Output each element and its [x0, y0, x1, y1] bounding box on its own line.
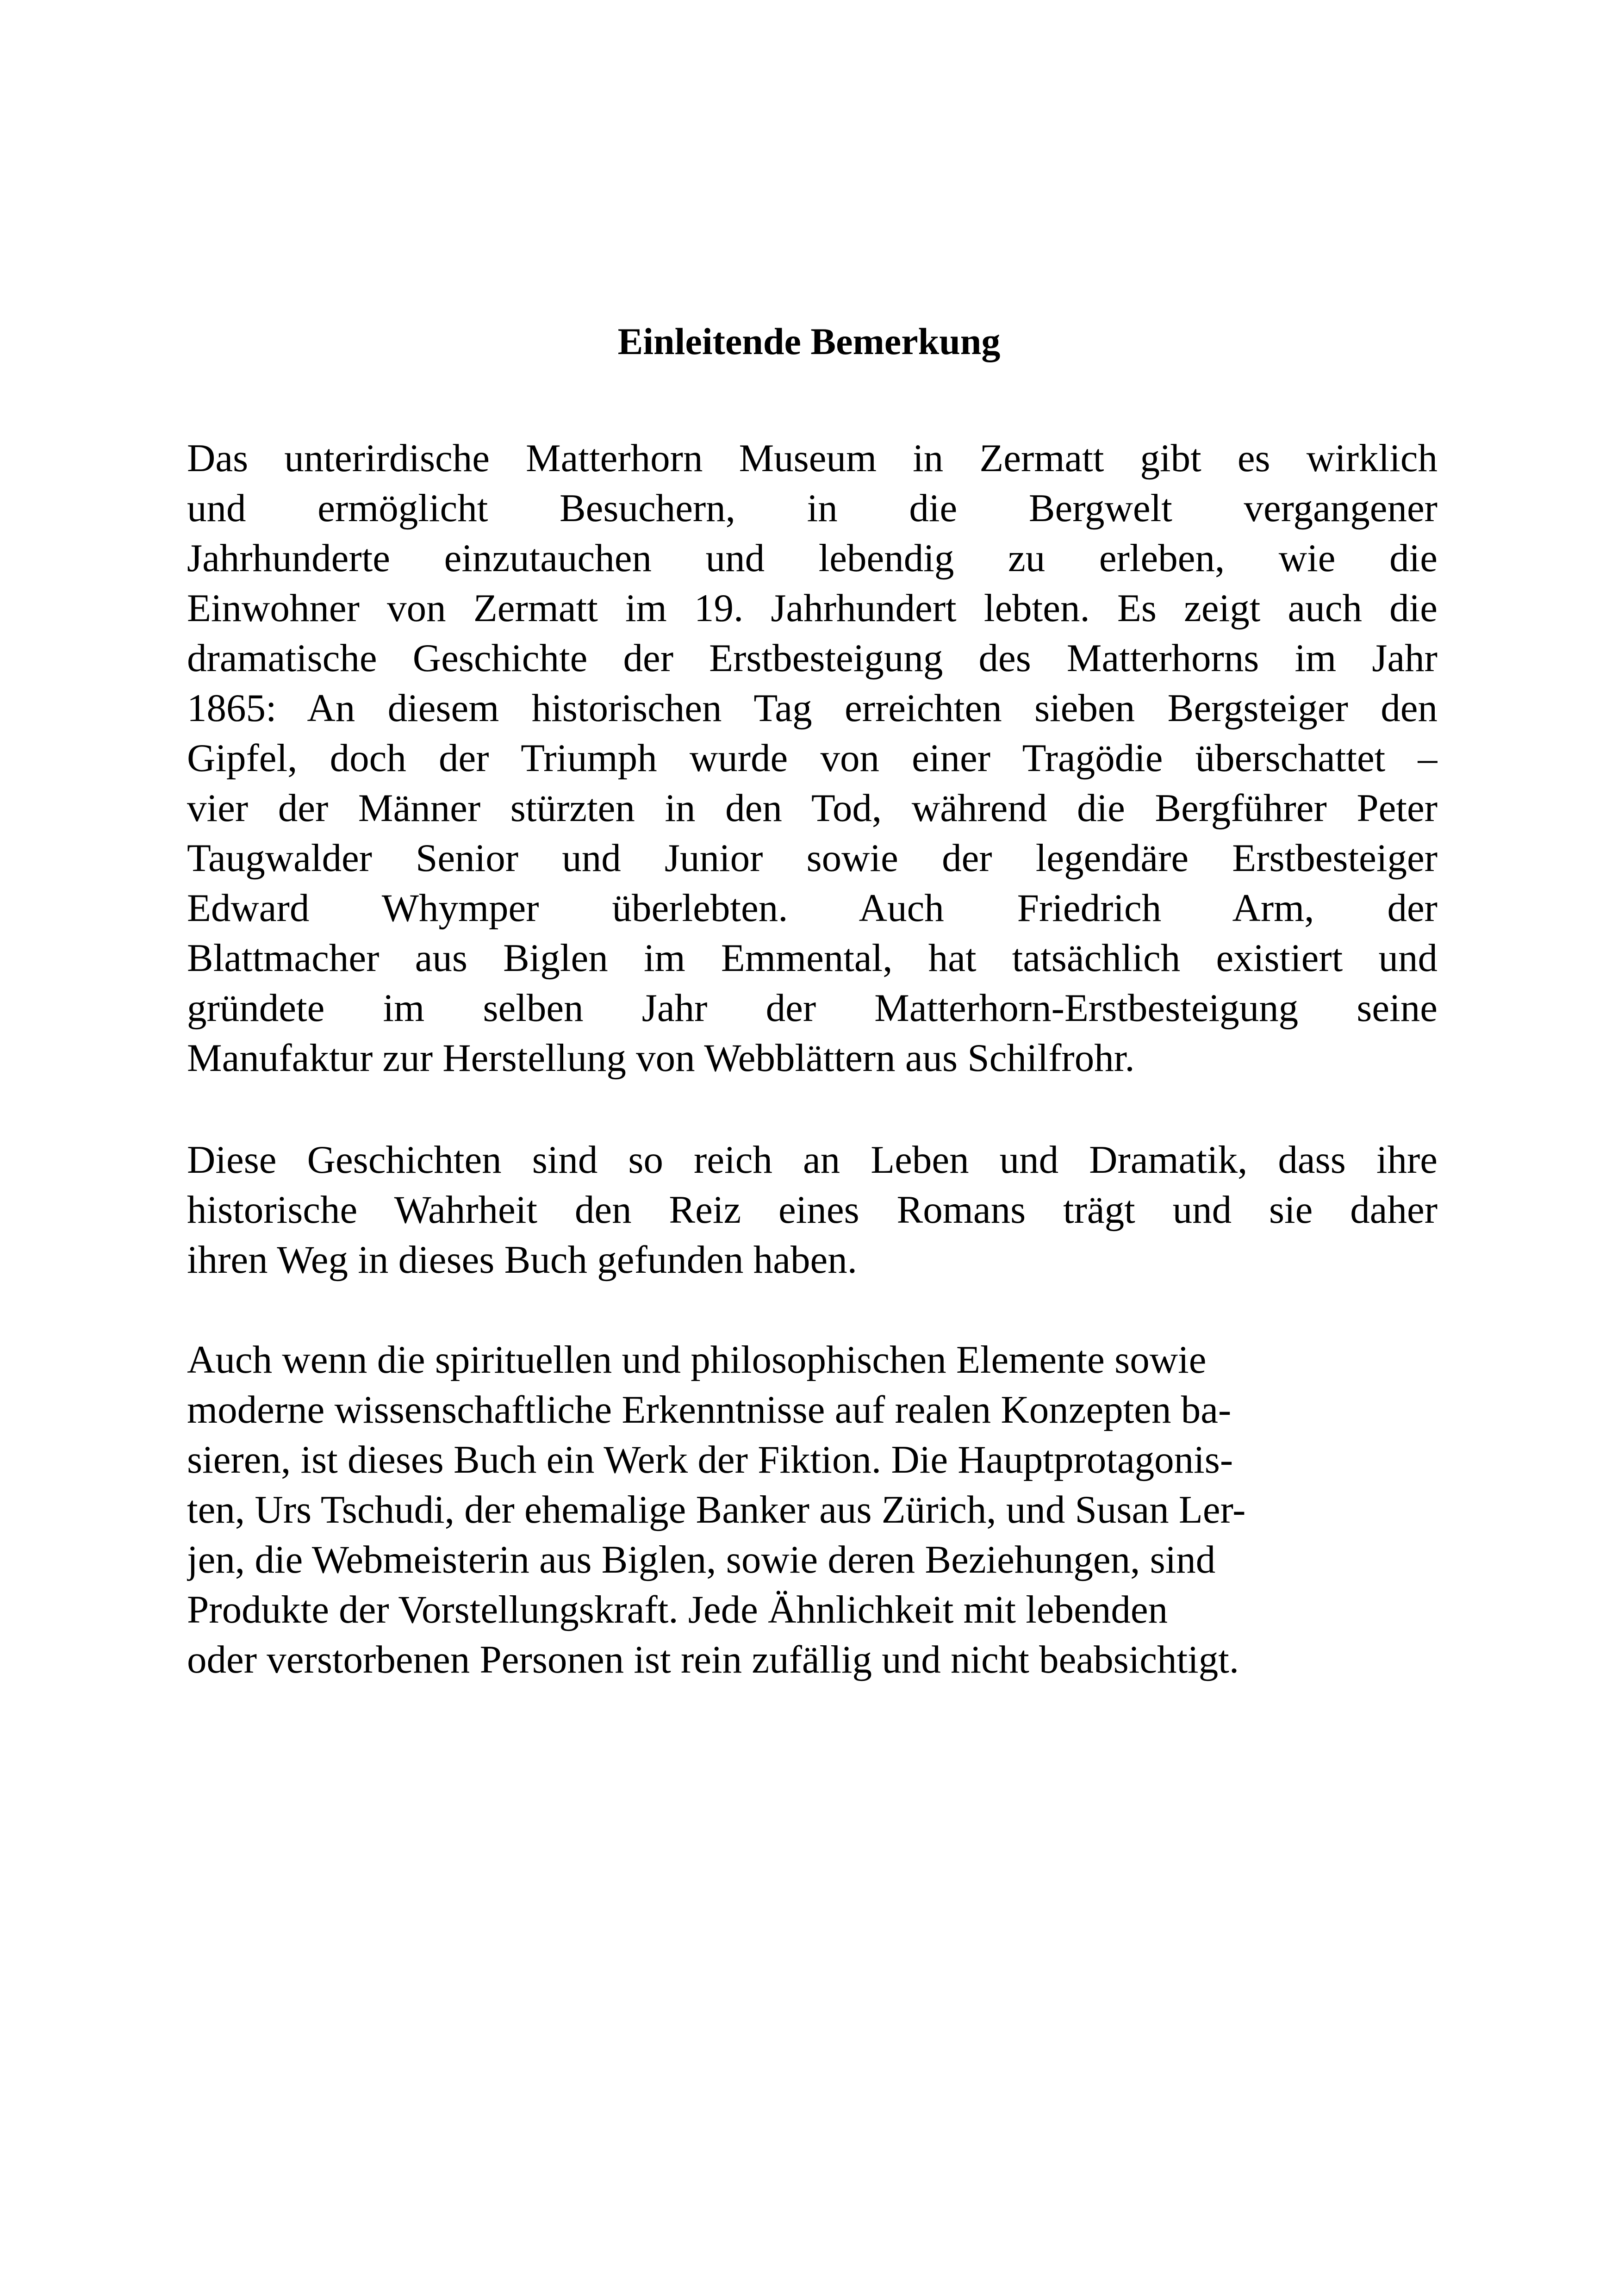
text-line: Taugwalder Senior und Junior sowie der legendäre Erstbesteiger: [187, 836, 1438, 880]
text-line: Blattmacher aus Biglen im Emmental, hat tatsächlich existiert und: [187, 936, 1438, 980]
paragraph-3: [187, 1335, 1438, 1685]
text-line: Edward Whymper überlebten. Auch Friedrich Arm, der: [187, 886, 1438, 930]
text-line: Das unterirdische Matterhorn Museum in Zermatt gibt es wirklich: [187, 436, 1438, 480]
text-line: Diese Geschichten sind so reich an Leben und Dramatik, dass ihre: [187, 1138, 1438, 1182]
text-line: ihren Weg in dieses Buch gefunden haben.: [187, 1238, 857, 1282]
text-line: oder verstorbenen Personen ist rein zufällig und nicht beabsichtigt.: [187, 1638, 1239, 1681]
text-line: gründete im selben Jahr der Matterhorn-Erstbesteigung seine: [187, 986, 1438, 1030]
text-line: historische Wahrheit den Reiz eines Romans trägt und sie daher: [187, 1188, 1438, 1232]
text-line: und ermöglicht Besuchern, in die Bergwelt vergangener: [187, 486, 1438, 530]
text-line: Manufaktur zur Herstellung von Webblättern aus Schilfrohr.: [187, 1036, 1135, 1080]
text-line: moderne wissenschaftliche Erkenntnisse auf realen Konzepten ba-: [187, 1388, 1232, 1431]
text-line: jen, die Webmeisterin aus Biglen, sowie deren Beziehungen, sind: [187, 1538, 1216, 1581]
text-line: Gipfel, doch der Triumph wurde von einer Tragödie überschattet –: [187, 736, 1438, 780]
text-line: sieren, ist dieses Buch ein Werk der Fiktion. Die Hauptprotagonis-: [187, 1438, 1233, 1481]
text-line: Jahrhunderte einzutauchen und lebendig zu erleben, wie die: [187, 536, 1438, 580]
paragraph-1: [187, 433, 1438, 1083]
text-line: ten, Urs Tschudi, der ehemalige Banker aus Zürich, und Susan Ler-: [187, 1488, 1246, 1531]
text-line: Auch wenn die spirituellen und philosophischen Elemente sowie: [187, 1338, 1207, 1381]
text-line: Produkte der Vorstellungskraft. Jede Ähnlichkeit mit lebenden: [187, 1588, 1168, 1631]
paragraph-2: [187, 1135, 1438, 1285]
text-line: Einwohner von Zermatt im 19. Jahrhundert lebten. Es zeigt auch die: [187, 586, 1438, 630]
text-line: vier der Männer stürzten in den Tod, während die Bergführer Peter: [187, 786, 1438, 830]
page-title: Einleitende Bemerkung: [617, 320, 1001, 362]
text-line: 1865: An diesem historischen Tag erreichten sieben Bergsteiger den: [187, 686, 1438, 730]
text-line: dramatische Geschichte der Erstbesteigung des Matterhorns im Jahr: [187, 636, 1438, 680]
